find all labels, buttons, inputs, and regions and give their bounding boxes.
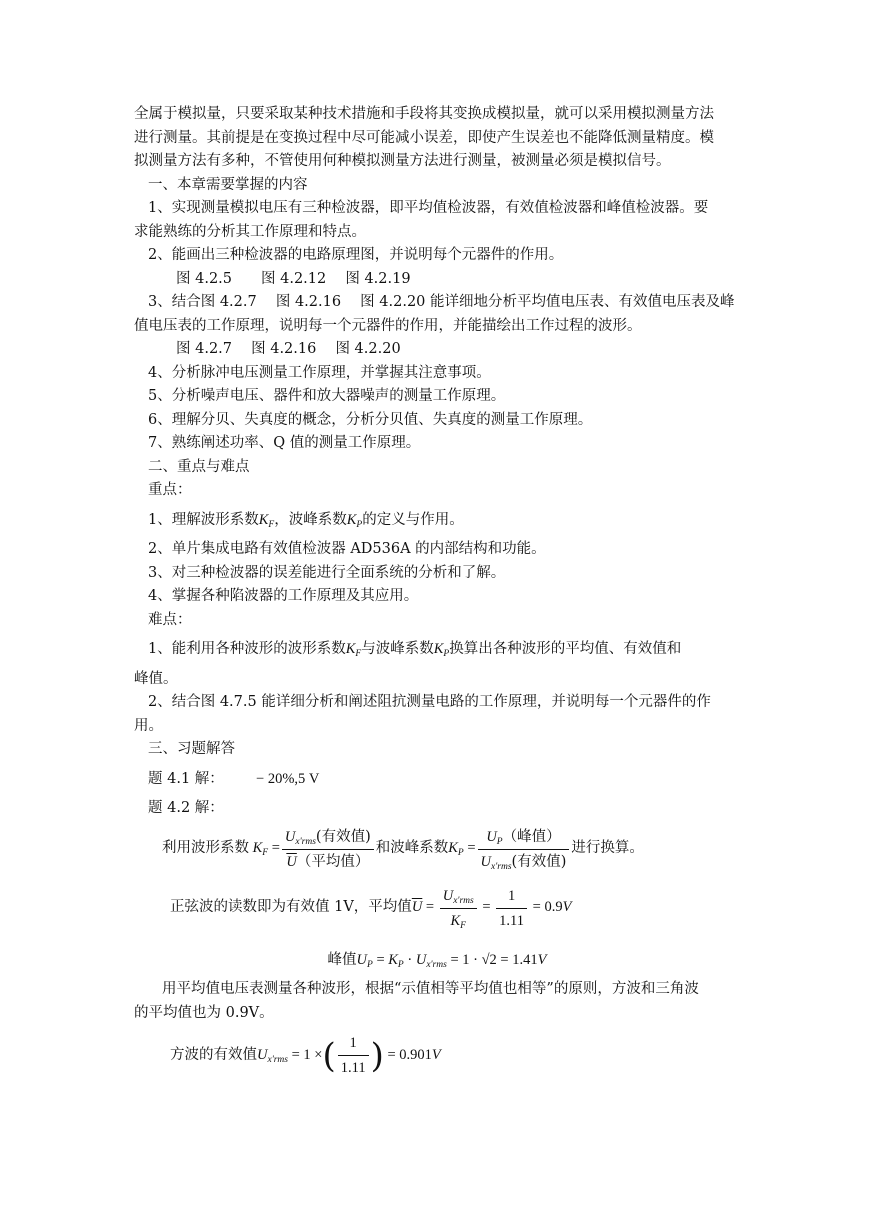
equation-square-rms: 方波的有效值 $U_{x'rms}$ = 1 × ( $\frac{1}{1.11}$ ) = 0.901 V (170, 1035, 441, 1076)
para-line: 进行测量。其前提是在变换过程中尽可能减小误差，即使产生误差也不能降低测量精度。模 (134, 129, 714, 146)
kp-symbol: $K_P$ (346, 511, 363, 530)
figure-refs-1: 图 4.2.5 图 4.2.12 图 4.2.19 (176, 270, 411, 287)
para-line: 全属于模拟量，只要采取某种技术措施和手段将其变换成模拟量，就可以采用模拟测量方法 (134, 106, 714, 122)
difficulty-2-cont: 用。 (134, 717, 163, 734)
difficulty-2: 2、结合图 4.7.5 能详细分析和阐述阻抗测量电路的工作原理，并说明每一个元器件的作 (148, 694, 711, 710)
equation-sine-average: 正弦波的读数即为有效值 1V，平均值 $\overline{U}$ = $\frac{U_{x'rms}}{K_F}$ = $\frac{1}{1.11}$ = 0.9 V (170, 887, 572, 931)
difficulties-label: 难点： (148, 611, 192, 628)
section-heading-3: 三、习题解答 (148, 741, 235, 757)
section-heading-2: 二、重点与难点 (148, 458, 250, 475)
item-5: 5、分析噪声电压、器件和放大器噪声的测量工作原理。 (148, 388, 506, 404)
item-2: 2、能画出三种检波器的电路原理图，并说明每个元器件的作用。 (148, 247, 564, 263)
key-point-4: 4、掌握各种陷波器的工作原理及其应用。 (148, 588, 419, 604)
problem-4-2: 题 4.2 解： (148, 800, 224, 816)
difficulty-1: 1、能利用各种波形的波形系数$K_F$与波峰系数$K_P$换算出各种波形的平均值、有效值和 (148, 641, 682, 659)
item-6: 6、理解分贝、失真度的概念，分析分贝值、失真度的测量工作原理。 (148, 411, 593, 428)
para-line: 拟测量方法有多种，不管使用何种模拟测量方法进行测量，被测量必须是模拟信号。 (134, 153, 671, 169)
measure-para: 用平均值电压表测量各种波形，根据“示值相等平均值也相等”的原则，方波和三角波 (162, 981, 699, 997)
section-heading-1: 一、本章需要掌握的内容 (148, 176, 308, 193)
item-1: 1、实现测量模拟电压有三种检波器，即平均值检波器，有效值检波器和峰值检波器。要 (148, 200, 709, 216)
item-3: 3、结合图 4.2.7 图 4.2.16 图 4.2.20 能详细地分析平均值电压表、有效值电压表及峰 (148, 294, 735, 310)
figure-refs-2: 图 4.2.7 图 4.2.16 图 4.2.20 (176, 341, 401, 357)
item-1-cont: 求能熟练的分析其工作原理和特点。 (134, 223, 366, 240)
key-point-1: 1、理解波形系数$K_F$，波峰系数$K_P$的定义与作用。 (148, 511, 464, 530)
problem-4-1: 题 4.1 解： − 20%,5 V (148, 770, 320, 787)
equation-kf-kp: 利用波形系数 $K_F$ = $\frac{U_{x'rms}(有效值)}{\overline{U}(平均值)}$ 和波峰系数 $K_P$ = $\frac{U_P(峰值)}{U_{x'rms}(有效值)}$ 进行换算。 (162, 828, 644, 872)
document-page (134, 103, 740, 1078)
equation-peak: 峰值$U_P = K_P \cdot U_{x'rms} = 1 \cdot √2 = 1.41V$ (327, 951, 547, 970)
difficulty-1-cont: 峰值。 (134, 670, 178, 687)
measure-para-cont: 的平均值也为 0.9V。 (134, 1004, 274, 1021)
kf-symbol: $K_F$ (258, 511, 275, 530)
key-point-3: 3、对三种检波器的误差能进行全面系统的分析和了解。 (148, 564, 506, 581)
key-points-label: 重点： (148, 482, 192, 498)
key-point-2: 2、单片集成电路有效值检波器 AD536A 的内部结构和功能。 (148, 541, 546, 557)
item-7: 7、熟练阐述功率、Q 值的测量工作原理。 (148, 435, 421, 451)
item-4: 4、分析脉冲电压测量工作原理，并掌握其注意事项。 (148, 364, 491, 381)
item-3-cont: 值电压表的工作原理，说明每一个元器件的作用，并能描绘出工作过程的波形。 (134, 317, 642, 334)
